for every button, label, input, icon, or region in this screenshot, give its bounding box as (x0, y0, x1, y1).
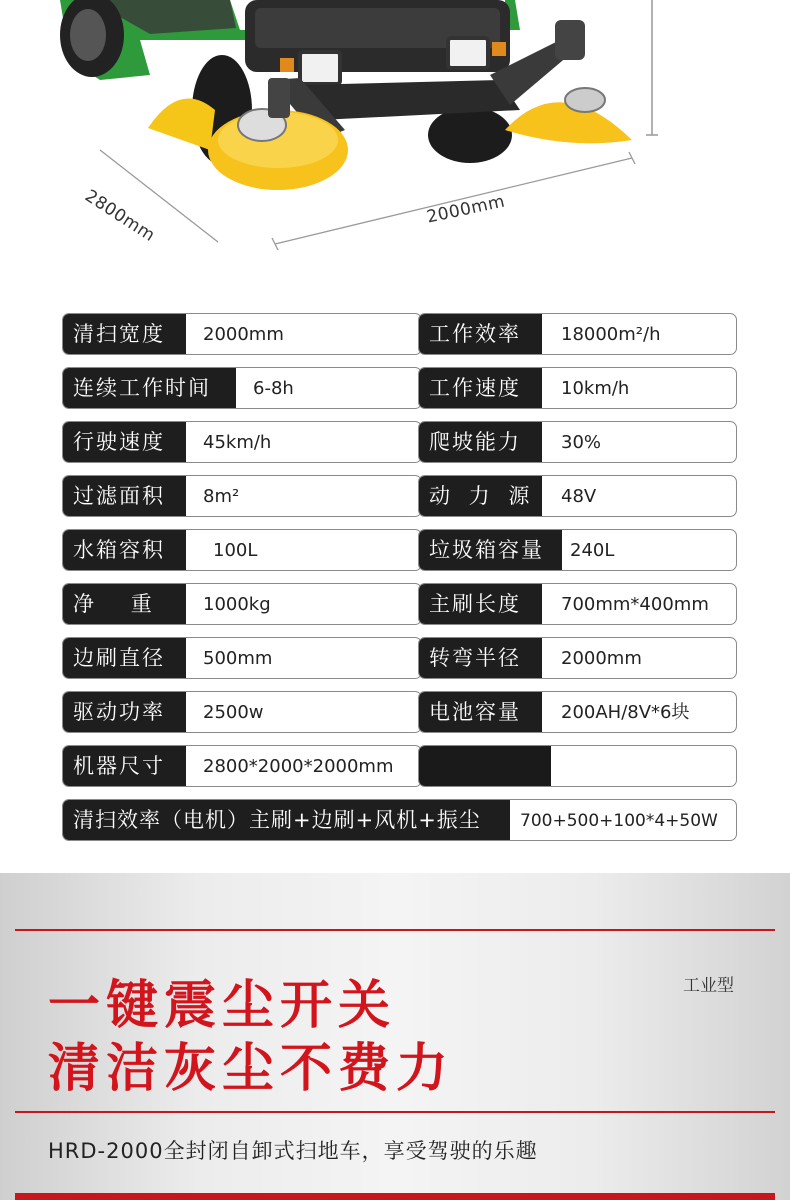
spec-value: 18000m²/h (561, 324, 661, 345)
spec-label: 工作速度 (419, 368, 542, 408)
spec-label: 净 重 (63, 584, 186, 624)
spec-row (62, 313, 737, 355)
spec-value: 200AH/8V*6块 (561, 702, 690, 723)
spec-cell (62, 745, 422, 787)
banner-subtitle: HRD-2000全封闭自卸式扫地车，享受驾驶的乐趣 (48, 1139, 538, 1163)
spec-row-wide (62, 799, 737, 841)
spec-cell (62, 367, 422, 409)
spec-label: 水箱容积 (63, 530, 186, 570)
spec-cell (418, 745, 737, 787)
spec-label: 行驶速度 (63, 422, 186, 462)
spec-value: 100L (213, 540, 258, 561)
spec-cell (418, 421, 737, 463)
divider (15, 1111, 775, 1113)
spec-row (62, 583, 737, 625)
spec-value: 240L (570, 540, 615, 561)
spec-value: 2000mm (561, 648, 642, 669)
spec-value: 2800*2000*2000mm (203, 756, 394, 777)
spec-label: 工作效率 (419, 314, 542, 354)
spec-cell-wide (62, 799, 737, 841)
divider (15, 929, 775, 931)
spec-label: 过滤面积 (63, 476, 186, 516)
spec-label: 电池容量 (419, 692, 542, 732)
spec-label: 主刷长度 (419, 584, 542, 624)
dimension-length-label: 2800mm (81, 186, 159, 247)
spec-label: 驱动功率 (63, 692, 186, 732)
spec-row (62, 475, 737, 517)
footer-bar (15, 1193, 775, 1200)
spec-label: 边刷直径 (63, 638, 186, 678)
spec-value: 6-8h (253, 378, 294, 399)
spec-row (62, 367, 737, 409)
spec-row (62, 529, 737, 571)
spec-row (62, 745, 737, 787)
spec-cell (418, 637, 737, 679)
spec-label: 连续工作时间 (63, 368, 236, 408)
feature-banner (0, 873, 790, 1200)
spec-row (62, 691, 737, 733)
spec-value: 48V (561, 486, 597, 507)
spec-row (62, 637, 737, 679)
spec-cell (418, 691, 737, 733)
spec-cell (62, 313, 422, 355)
spec-cell (62, 637, 422, 679)
spec-value: 700+500+100*4+50W (520, 811, 718, 831)
spec-label: 机器尺寸 (63, 746, 186, 786)
spec-cell (418, 367, 737, 409)
headline-2: 清洁灰尘不费力 (48, 1039, 455, 1099)
spec-row (62, 421, 737, 463)
spec-label: 爬坡能力 (419, 422, 542, 462)
spec-value: 45km/h (203, 432, 272, 453)
spec-cell (62, 583, 422, 625)
spec-cell (418, 313, 737, 355)
spec-value: 500mm (203, 648, 273, 669)
spec-label: 清扫宽度 (63, 314, 186, 354)
spec-label: 动 力 源 (419, 476, 542, 516)
product-type-tag: 工业型 (683, 976, 734, 996)
spec-cell (62, 529, 422, 571)
spec-label: 转弯半径 (419, 638, 542, 678)
spec-value: 8m² (203, 486, 240, 507)
spec-value: 2500w (203, 702, 264, 723)
spec-label: 垃圾箱容量 (419, 530, 562, 570)
spec-label-blank (419, 746, 551, 786)
spec-value: 2000mm (203, 324, 284, 345)
spec-label: 清扫效率（电机）主刷+边刷+风机+振尘 (63, 800, 510, 840)
spec-cell (62, 691, 422, 733)
spec-cell (418, 583, 737, 625)
spec-cell (62, 421, 422, 463)
spec-value: 30% (561, 432, 602, 453)
product-image (0, 0, 790, 300)
sweeper-illustration (0, 0, 790, 300)
spec-cell (418, 529, 737, 571)
spec-cell (62, 475, 422, 517)
spec-value: 1000kg (203, 594, 271, 615)
spec-cell (418, 475, 737, 517)
spec-value: 700mm*400mm (561, 594, 709, 615)
headline-1: 一键震尘开关 (48, 976, 397, 1036)
dimension-width-label: 2000mm (425, 191, 507, 228)
spec-value: 10km/h (561, 378, 630, 399)
